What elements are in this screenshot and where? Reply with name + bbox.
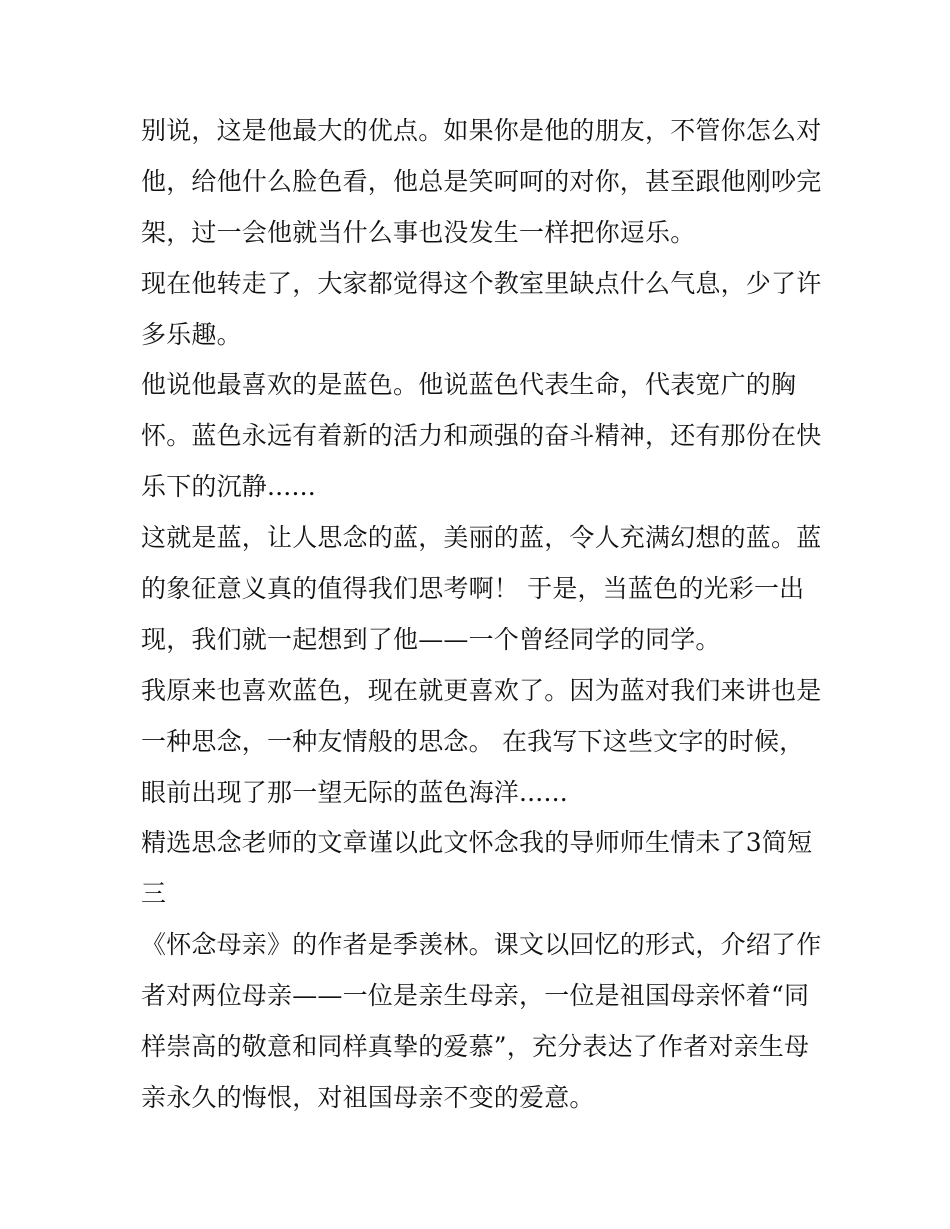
text-line: 现，我们就一起想到了他——一个曾经同学的同学。 xyxy=(141,624,721,654)
text-line: 一种思念，一种友情般的思念。 在我写下这些文字的时候， xyxy=(141,726,805,756)
document-body xyxy=(141,106,821,1124)
text-line: 亲永久的悔恨，对祖国母亲不变的爱意。 xyxy=(141,1082,595,1112)
text-line: 精选思念老师的文章谨以此文怀念我的导师师生情未了3简短 xyxy=(141,828,813,858)
text-line: 怀。蓝色永远有着新的活力和顽强的奋斗精神，还有那份在快 xyxy=(141,421,822,451)
text-line: 别说，这是他最大的优点。如果你是他的朋友，不管你怎么对 xyxy=(141,116,822,145)
text-line: 我原来也喜欢蓝色，现在就更喜欢了。因为蓝对我们来讲也是 xyxy=(141,675,822,705)
text-line: 《怀念母亲》的作者是季羡林。课文以回忆的形式，介绍了作 xyxy=(141,930,822,960)
text-line: 眼前出现了那一望无际的蓝色海洋...... xyxy=(141,777,568,807)
text-line: 现在他转走了，大家都觉得这个教室里缺点什么气息，少了许 xyxy=(141,268,822,298)
text-line: 他，给他什么脸色看，他总是笑呵呵的对你，甚至跟他刚吵完 xyxy=(141,166,822,196)
text-line: 这就是蓝，让人思念的蓝，美丽的蓝，令人充满幻想的蓝。蓝 xyxy=(141,523,822,553)
text-line: 样崇高的敬意和同样真挚的爱慕”，充分表达了作者对亲生母 xyxy=(141,1032,810,1062)
text-line: 架，过一会他就当什么事也没发生一样把你逗乐。 xyxy=(141,217,696,247)
text-line: 他说他最喜欢的是蓝色。他说蓝色代表生命，代表宽广的胸 xyxy=(141,370,797,400)
section-number: 三 xyxy=(141,879,167,909)
text-line: 乐下的沉静...... xyxy=(141,472,316,502)
text-line: 的象征意义真的值得我们思考啊！ 于是，当蓝色的光彩一出 xyxy=(141,574,805,604)
text-line: 者对两位母亲——一位是亲生母亲，一位是祖国母亲怀着“同 xyxy=(141,981,810,1011)
text-line: 多乐趣。 xyxy=(141,319,242,349)
